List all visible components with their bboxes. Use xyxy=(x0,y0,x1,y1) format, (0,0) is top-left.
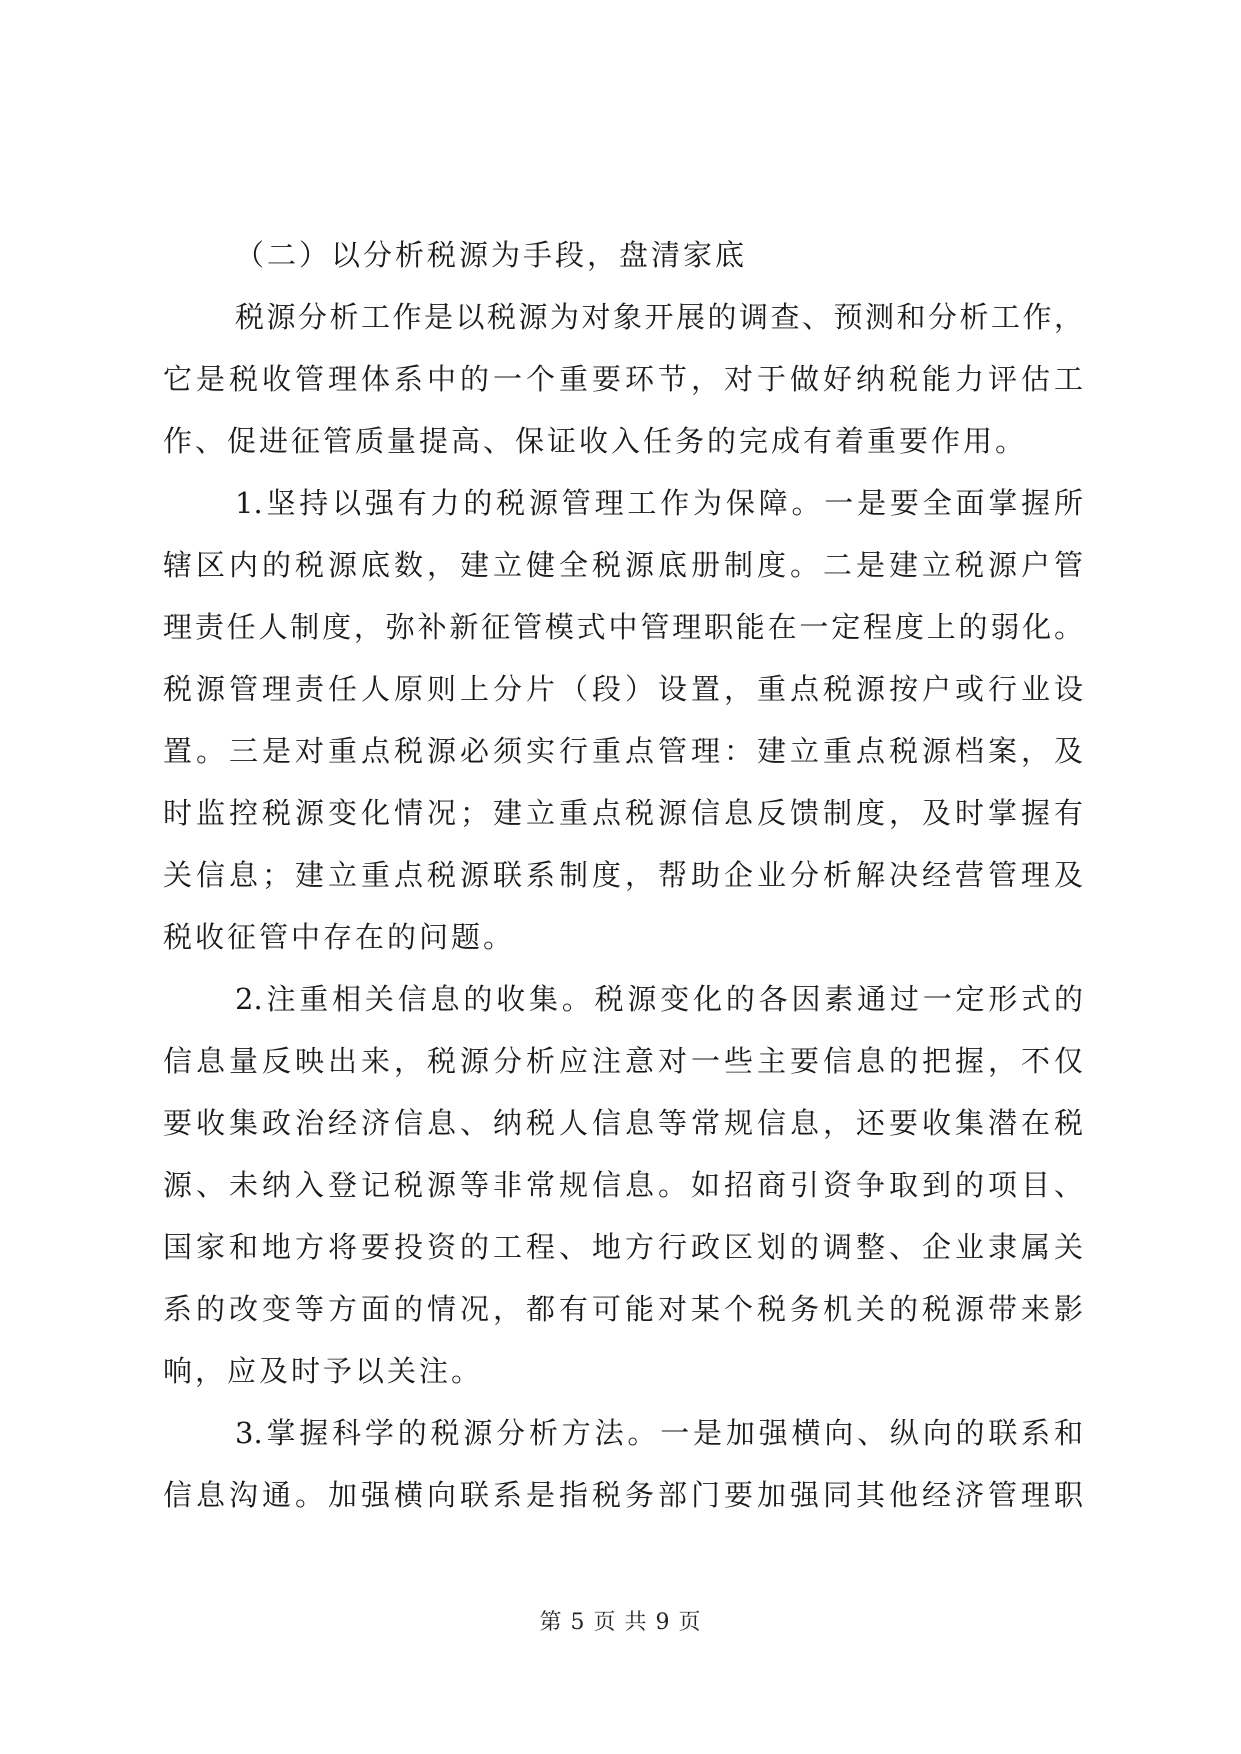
paragraph-line: 它是税收管理体系中的一个重要环节，对于做好纳税能力评估工 xyxy=(163,362,1083,396)
paragraph-line: 信息沟通。加强横向联系是指税务部门要加强同其他经济管理职 xyxy=(163,1478,1083,1512)
paragraph-line: 信息量反映出来，税源分析应注意对一些主要信息的把握，不仅 xyxy=(163,1044,1083,1078)
page-number-footer: 第 5 页 共 9 页 xyxy=(539,1610,702,1635)
paragraph-line: 作、促进征管质量提高、保证收入任务的完成有着重要作用。 xyxy=(163,424,1028,458)
paragraph-line: 源、未纳入登记税源等非常规信息。如招商引资争取到的项目、 xyxy=(163,1168,1083,1202)
paragraph-line: 系的改变等方面的情况，都有可能对某个税务机关的税源带来影 xyxy=(163,1292,1083,1326)
paragraph-line: 置。三是对重点税源必须实行重点管理：建立重点税源档案，及 xyxy=(163,734,1083,768)
paragraph-line: 理责任人制度，弥补新征管模式中管理职能在一定程度上的弱化。 xyxy=(163,610,1083,644)
paragraph-line: 税收征管中存在的问题。 xyxy=(163,920,516,954)
document-body xyxy=(163,224,1083,1526)
paragraph-line: 时监控税源变化情况；建立重点税源信息反馈制度，及时掌握有 xyxy=(163,796,1083,830)
section-heading: （二）以分析税源为手段，盘清家底 xyxy=(235,238,748,272)
paragraph-line: 1.坚持以强有力的税源管理工作为保障。一是要全面掌握所 xyxy=(235,486,1083,520)
paragraph-line: 税源管理责任人原则上分片（段）设置，重点税源按户或行业设 xyxy=(163,672,1083,706)
paragraph-line: 3.掌握科学的税源分析方法。一是加强横向、纵向的联系和 xyxy=(235,1416,1083,1450)
paragraph-line: 国家和地方将要投资的工程、地方行政区划的调整、企业隶属关 xyxy=(163,1230,1083,1264)
paragraph-line: 响，应及时予以关注。 xyxy=(163,1354,484,1388)
paragraph-line: 辖区内的税源底数，建立健全税源底册制度。二是建立税源户管 xyxy=(163,548,1083,582)
paragraph-line: 关信息；建立重点税源联系制度，帮助企业分析解决经营管理及 xyxy=(163,858,1083,892)
paragraph-line: 税源分析工作是以税源为对象开展的调查、预测和分析工作， xyxy=(235,300,1083,334)
paragraph-line: 2.注重相关信息的收集。税源变化的各因素通过一定形式的 xyxy=(235,982,1083,1016)
paragraph-line: 要收集政治经济信息、纳税人信息等常规信息，还要收集潜在税 xyxy=(163,1106,1083,1140)
